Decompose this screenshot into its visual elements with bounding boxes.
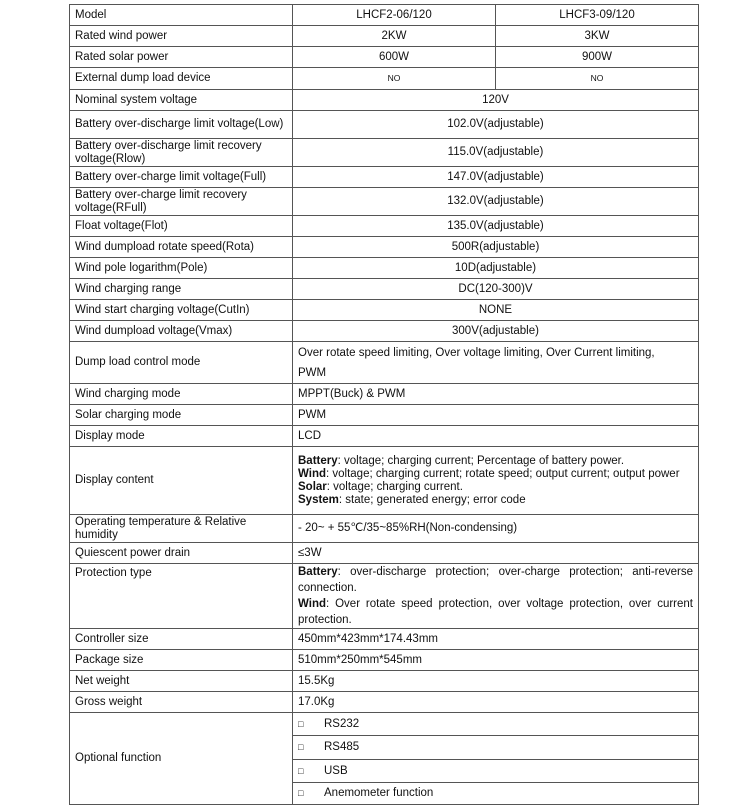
row-value: 115.0V(adjustable) (293, 139, 699, 167)
table-row (70, 671, 699, 692)
wind-power-1: 2KW (293, 26, 496, 47)
row-value: 450mm*423mm*174.43mm (293, 629, 699, 650)
optional-item (293, 736, 699, 760)
table-row (70, 47, 699, 68)
row-value: NONE (293, 300, 699, 321)
table-row (70, 342, 699, 384)
display-system (298, 494, 693, 507)
row-label: Package size (70, 650, 293, 671)
dump-device-2: NO (496, 68, 699, 90)
row-label: Quiescent power drain (70, 543, 293, 564)
table-row (70, 564, 699, 629)
table-row (70, 405, 699, 426)
row-label: Operating temperature & Relative humidity (70, 515, 293, 543)
row-label: Battery over-discharge limit recovery voltage(Rlow) (70, 139, 293, 167)
optional-item (293, 713, 699, 736)
table-row (70, 139, 699, 167)
display-battery (298, 455, 693, 468)
table-row (70, 90, 699, 111)
model-1-value: LHCF2-06/120 (293, 5, 496, 26)
row-value: 132.0V(adjustable) (293, 188, 699, 216)
row-label: Wind pole logarithm(Pole) (70, 258, 293, 279)
table-row (70, 650, 699, 671)
row-label: Rated wind power (70, 26, 293, 47)
row-label: Solar charging mode (70, 405, 293, 426)
row-label: Gross weight (70, 692, 293, 713)
display-solar (298, 481, 693, 494)
row-value: 510mm*250mm*545mm (293, 650, 699, 671)
wind-text: : Over rotate speed protection, over voltage protection, over current protection. (298, 598, 693, 626)
solar-text: : voltage; charging current. (326, 480, 463, 493)
display-content-value (293, 447, 699, 515)
row-value: - 20~ + 55℃/35~85%RH(Non-condensing) (293, 515, 699, 543)
wind-key: Wind (298, 467, 326, 480)
row-value: DC(120-300)V (293, 279, 699, 300)
row-label: Wind dumpload voltage(Vmax) (70, 321, 293, 342)
row-label: Battery over-charge limit recovery voltage(RFull) (70, 188, 293, 216)
table-row (70, 188, 699, 216)
row-value: PWM (293, 405, 699, 426)
dump-device-1: NO (293, 68, 496, 90)
row-label: Battery over-discharge limit voltage(Low) (70, 111, 293, 139)
battery-key: Battery (298, 454, 338, 467)
row-label: Battery over-charge limit voltage(Full) (70, 167, 293, 188)
table-row (70, 5, 699, 26)
row-label: Controller size (70, 629, 293, 650)
solar-power-1: 600W (293, 47, 496, 68)
row-label: Wind dumpload rotate speed(Rota) (70, 237, 293, 258)
table-row (70, 111, 699, 139)
row-value: 147.0V(adjustable) (293, 167, 699, 188)
table-row (70, 26, 699, 47)
table-row (70, 515, 699, 543)
solar-power-2: 900W (496, 47, 699, 68)
row-label: Model (70, 5, 293, 26)
row-label: External dump load device (70, 68, 293, 90)
checkbox-icon: □ (298, 788, 304, 798)
wind-text: : voltage; charging current; rotate speed; output current; output power (326, 467, 680, 480)
table-row (70, 300, 699, 321)
row-value: 300V(adjustable) (293, 321, 699, 342)
row-value: 17.0Kg (293, 692, 699, 713)
row-value: 135.0V(adjustable) (293, 216, 699, 237)
dump-control-line: PWM (298, 366, 327, 379)
table-row (70, 384, 699, 405)
row-value: 15.5Kg (293, 671, 699, 692)
row-value: 102.0V(adjustable) (293, 111, 699, 139)
checkbox-icon: □ (298, 765, 304, 776)
row-value: 120V (293, 90, 699, 111)
solar-key: Solar (298, 480, 327, 493)
row-label: Rated solar power (70, 47, 293, 68)
row-label: Net weight (70, 671, 293, 692)
row-value: 10D(adjustable) (293, 258, 699, 279)
row-value: ≤3W (293, 543, 699, 564)
table-row (70, 692, 699, 713)
system-key: System (298, 493, 339, 506)
table-row (70, 447, 699, 515)
protection-wind (298, 596, 693, 628)
row-label: Dump load control mode (70, 342, 293, 384)
display-wind (298, 468, 693, 481)
table-row (70, 68, 699, 90)
row-label: Float voltage(Flot) (70, 216, 293, 237)
optional-item (293, 760, 699, 783)
row-label: Display mode (70, 426, 293, 447)
table-row (70, 543, 699, 564)
checkbox-icon: □ (298, 742, 304, 752)
row-label: Wind start charging voltage(CutIn) (70, 300, 293, 321)
wind-power-2: 3KW (496, 26, 699, 47)
table-row (70, 216, 699, 237)
optional-item-label: RS485 (324, 741, 360, 753)
table-row (70, 237, 699, 258)
battery-text: : over-discharge protection; over-charge protection; anti-reverse connection. (298, 566, 693, 594)
table-row (70, 258, 699, 279)
optional-item-label: RS232 (324, 717, 360, 730)
battery-key: Battery (298, 566, 338, 578)
row-value: 500R(adjustable) (293, 237, 699, 258)
row-label: Optional function (70, 713, 293, 805)
table-row (70, 167, 699, 188)
row-label: Wind charging mode (70, 384, 293, 405)
table-row (70, 713, 699, 736)
row-label: Nominal system voltage (70, 90, 293, 111)
model-2-value: LHCF3-09/120 (496, 5, 699, 26)
spec-table (69, 4, 699, 805)
row-value: LCD (293, 426, 699, 447)
table-row (70, 629, 699, 650)
system-text: : state; generated energy; error code (338, 493, 526, 506)
optional-item-label: USB (324, 764, 348, 777)
battery-text: : voltage; charging current; Percentage of battery power. (337, 454, 625, 467)
row-label: Wind charging range (70, 279, 293, 300)
wind-key: Wind (298, 598, 326, 610)
row-label: Display content (70, 447, 293, 515)
optional-item-label: Anemometer function (324, 787, 434, 799)
table-row (70, 426, 699, 447)
table-row (70, 279, 699, 300)
protection-value (293, 564, 699, 629)
row-label: Protection type (70, 564, 293, 629)
protection-battery (298, 564, 693, 596)
row-value: MPPT(Buck) & PWM (293, 384, 699, 405)
dump-control-value (293, 342, 699, 384)
table-row (70, 321, 699, 342)
checkbox-icon: □ (298, 718, 304, 729)
dump-control-line: Over rotate speed limiting, Over voltage limiting, Over Current limiting, (298, 346, 655, 359)
optional-item (293, 783, 699, 805)
